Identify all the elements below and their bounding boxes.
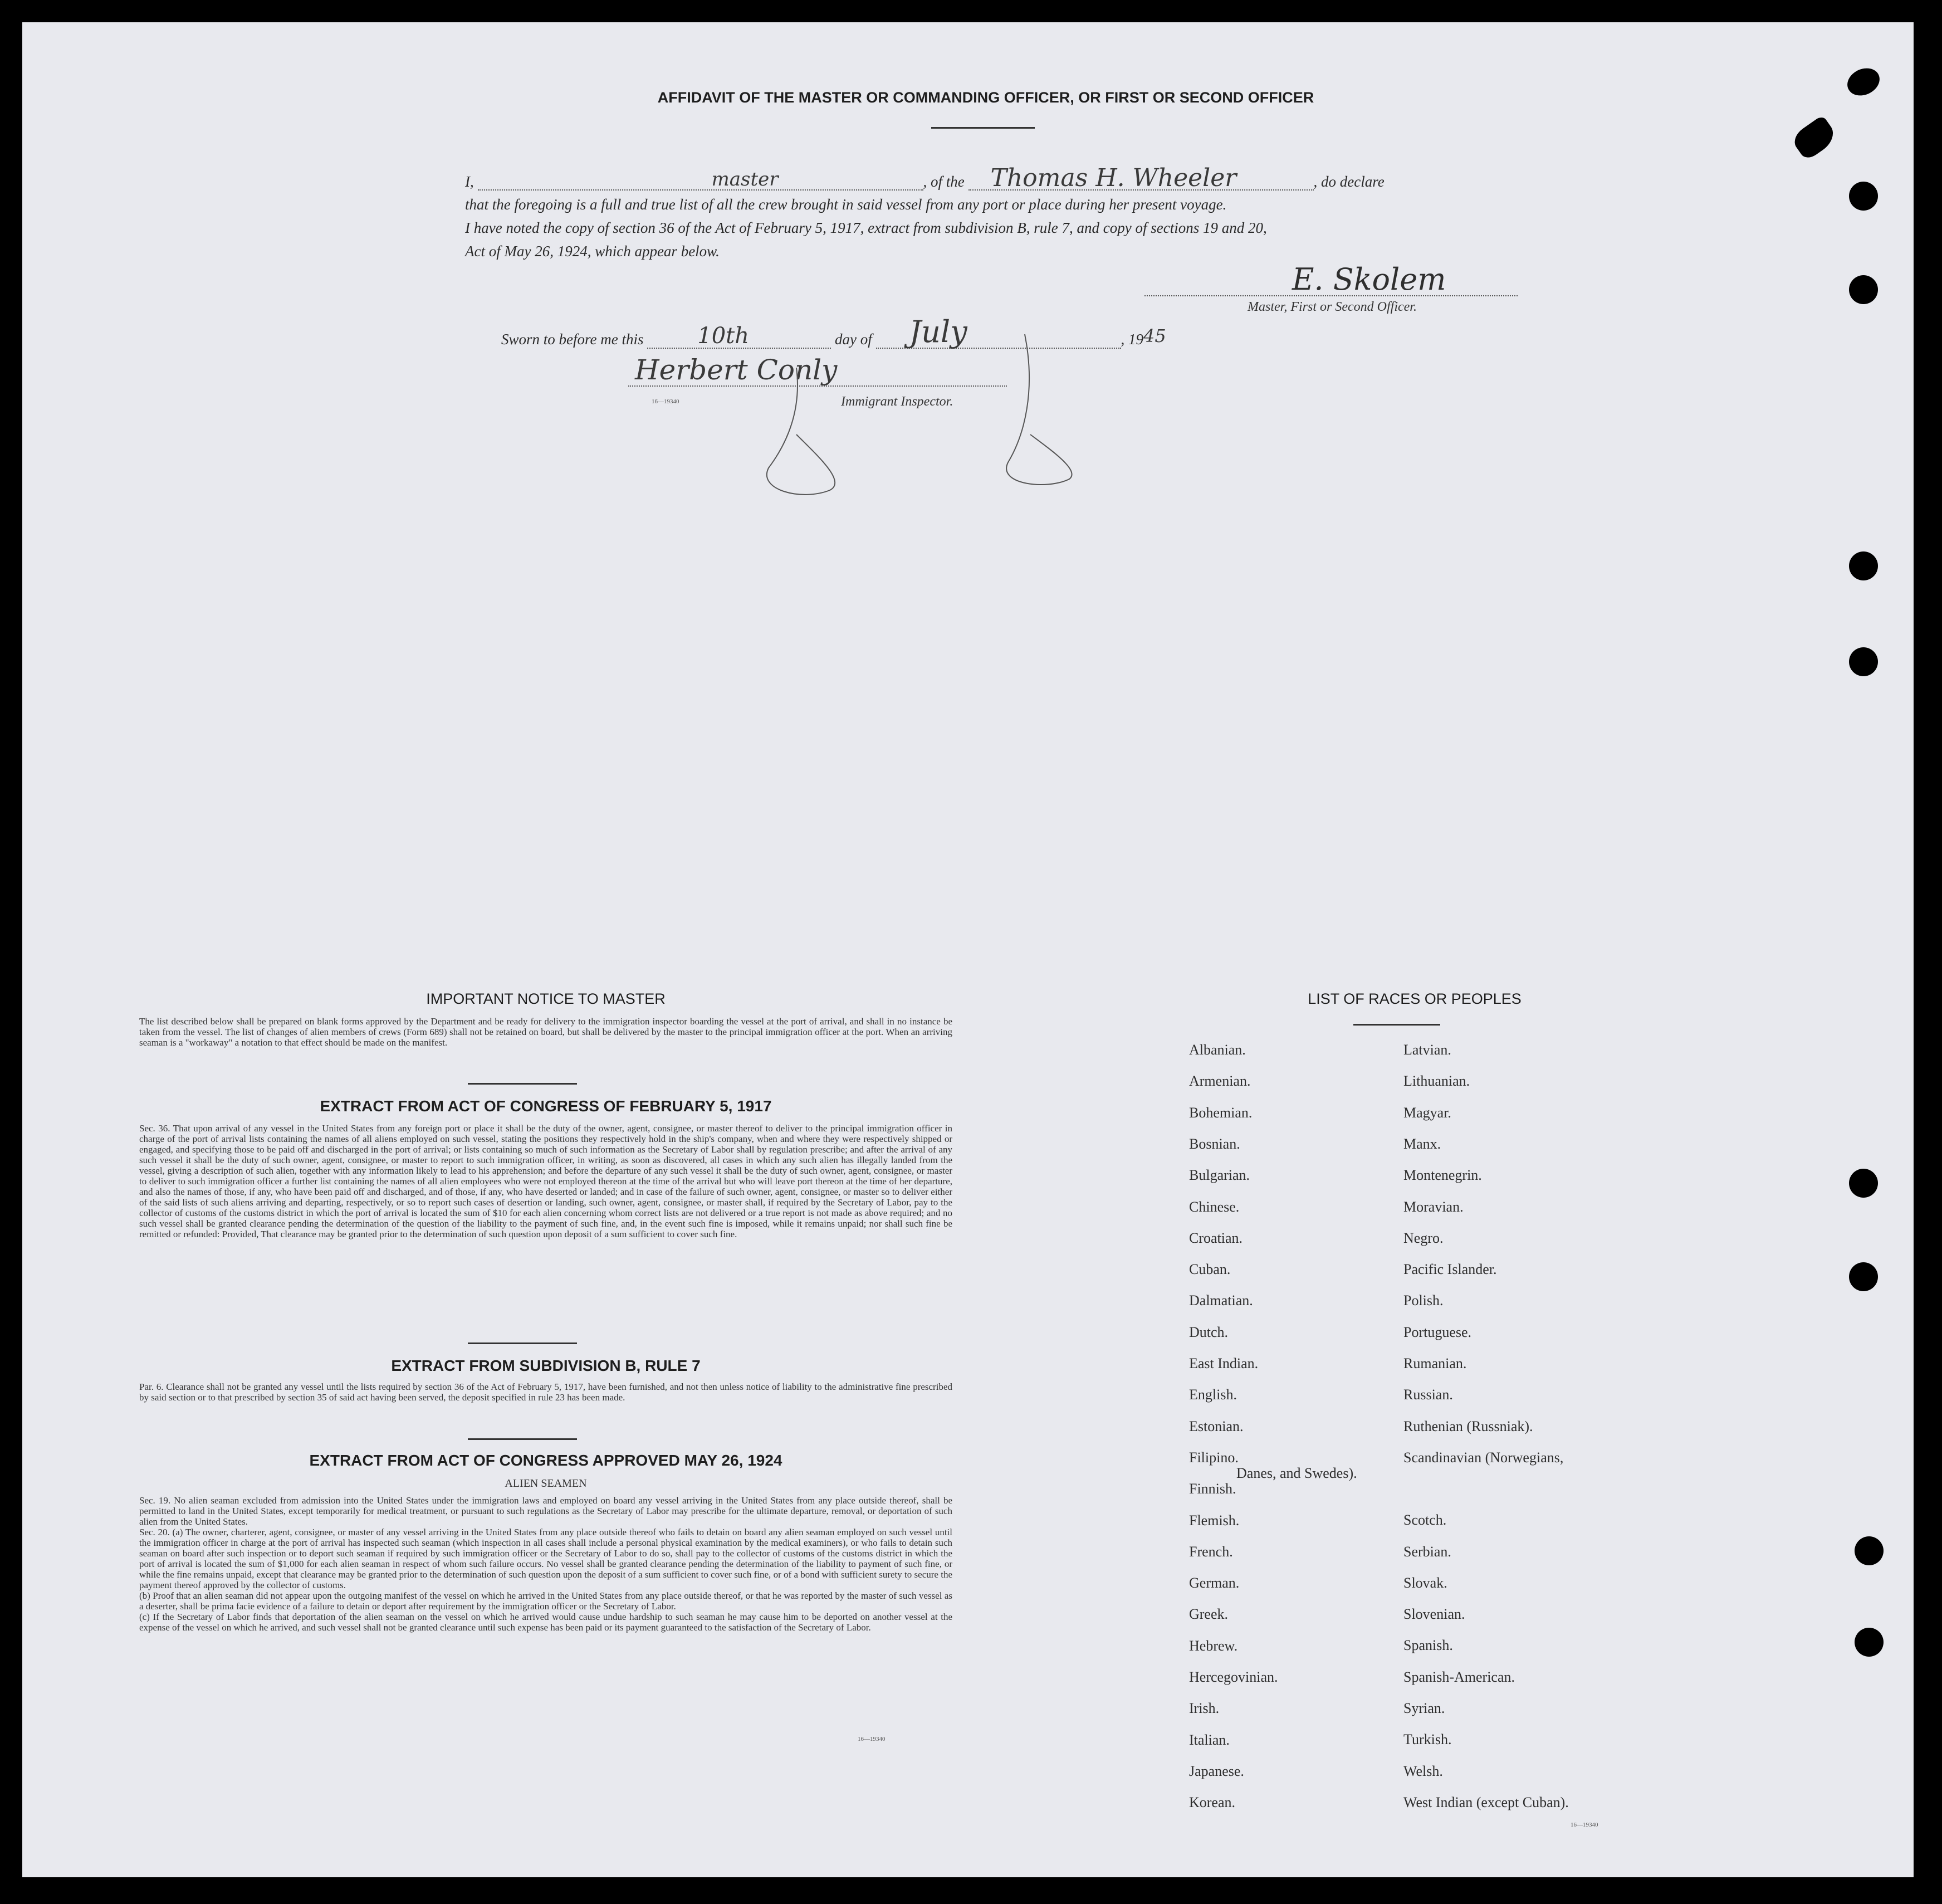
- race-item: Japanese.: [1189, 1763, 1244, 1779]
- race-item: Negro.: [1403, 1229, 1444, 1246]
- punch-hole: [1849, 647, 1878, 676]
- race-item: Korean.: [1189, 1794, 1236, 1811]
- notice-divider-2: [468, 1342, 577, 1344]
- race-item: Armenian.: [1189, 1073, 1251, 1090]
- race-item: Bohemian.: [1189, 1104, 1253, 1121]
- race-item: Hercegovinian.: [1189, 1669, 1278, 1685]
- race-item: Moravian.: [1403, 1198, 1464, 1215]
- race-item: Serbian.: [1403, 1543, 1451, 1560]
- race-item: Turkish.: [1403, 1731, 1452, 1748]
- title-divider: [931, 127, 1035, 129]
- of-label: , of the: [923, 173, 965, 190]
- race-item: Dalmatian.: [1189, 1292, 1253, 1309]
- affidavit-line-4: Act of May 26, 1924, which appear below.: [465, 243, 720, 260]
- affidavit-line-3: I have noted the copy of section 36 of the Act of February 5, 1917, extract from subdivision B, rule 7, and copy of sections 19 and 20,: [465, 219, 1267, 236]
- race-item: Lithuanian.: [1403, 1073, 1470, 1090]
- race-item: Scandinavian (Norwegians,: [1403, 1449, 1564, 1466]
- extract-3-body: [139, 1495, 952, 1633]
- signature-flourish: [735, 323, 1136, 507]
- inspector-signature: Herbert Conly: [635, 354, 838, 386]
- punch-hole: [1849, 1262, 1878, 1291]
- race-item: French.: [1189, 1543, 1233, 1560]
- race-item: Spanish.: [1403, 1637, 1453, 1654]
- capacity-handwriting: master: [711, 168, 779, 191]
- race-item: Hebrew.: [1189, 1637, 1238, 1654]
- race-item: Polish.: [1403, 1292, 1444, 1309]
- extract-3-para-2: Sec. 20. (a) The owner, charterer, agent, consignee, or master of any vessel arriving in the United States from any place outside thereof who fails to detain on board any alien seaman employed on such vessel until the immigration officer in charge at the port of arrival has inspected such seaman (which inspection in all cases shall include a personal physical examination by the medical examiners), or who fails to detain such seaman on board after such inspection or to deport such seaman if required by such immigration officer or the Secretary of Labor to do so, shall pay to the collector of customs of the customs district in which the port of arrival is located the sum of $1,000 for each alien seaman in respect of whom such failure occurs. No vessel shall be granted clearance pending the determination of the liability to payment of such fine, or while the fine remains unpaid, except that clearance may be granted prior to the determination of such question upon the deposit of a sum sufficient to cover such fine, or of a bond with sufficient surety to secure the payment thereof approved by the collector of customs.: [139, 1527, 952, 1590]
- race-item: Russian.: [1403, 1386, 1453, 1403]
- race-item: Estonian.: [1189, 1418, 1244, 1434]
- race-item: English.: [1189, 1386, 1237, 1403]
- declare-label: , do declare: [1313, 173, 1385, 190]
- affidavit-form-number: 16—19340: [652, 398, 679, 405]
- document-page: [22, 22, 1914, 1877]
- extract-3-title: EXTRACT FROM ACT OF CONGRESS APPROVED MAY 26, 1924: [309, 1452, 782, 1469]
- i-label: I,: [465, 173, 474, 190]
- race-item: Welsh.: [1403, 1763, 1443, 1779]
- extract-3-para-1: Sec. 19. No alien seaman excluded from admission into the United States under the immigration laws and employed on board any vessel arriving in the United States from any place outside thereof, shall be permitted to land in the United States, except temporarily for medical treatment, or pursuant to such regulations as the Secretary of Labor may prescribe for the ultimate departure, removal, or deportation of such alien from the United States.: [139, 1495, 952, 1527]
- extract-1-title: EXTRACT FROM ACT OF CONGRESS OF FEBRUARY 5, 1917: [320, 1097, 772, 1115]
- race-item: Pacific Islander.: [1403, 1261, 1497, 1278]
- race-item: Bulgarian.: [1189, 1167, 1250, 1184]
- race-item: Cuban.: [1189, 1261, 1231, 1278]
- notice-text: The list described below shall be prepared on blank forms approved by the Department and be ready for delivery to the immigration inspector boarding the vessel at the port of arrival, and shall in no instance be taken from the vessel. The list of changes of alien members of crews (Form 689) shall not be retained on board, but shall be delivered by the master to the principal immigration officer at the port. When an arriving seaman is a "workaway" a notation to that effect should be made on the manifest.: [139, 1016, 952, 1048]
- race-item: German.: [1189, 1575, 1240, 1591]
- race-item: East Indian.: [1189, 1355, 1259, 1371]
- race-item: Filipino.: [1189, 1449, 1239, 1466]
- race-item: West Indian (except Cuban).: [1403, 1794, 1569, 1810]
- races-title: LIST OF RACES OR PEOPLES: [1308, 990, 1522, 1007]
- punch-hole: [1849, 275, 1878, 304]
- notice-divider-3: [468, 1438, 577, 1440]
- punch-hole: [1849, 551, 1878, 580]
- race-item: Finnish.: [1189, 1481, 1236, 1497]
- day-of-label: day of: [835, 331, 872, 348]
- race-item: Irish.: [1189, 1700, 1220, 1717]
- extract-2-title: EXTRACT FROM SUBDIVISION B, RULE 7: [391, 1357, 701, 1374]
- notice-divider-1: [468, 1083, 577, 1085]
- notice-title: IMPORTANT NOTICE TO MASTER: [426, 990, 666, 1007]
- race-item: Magyar.: [1403, 1104, 1451, 1121]
- race-item: Ruthenian (Russniak).: [1403, 1418, 1533, 1434]
- sworn-day-handwriting: 10th: [697, 323, 749, 349]
- race-item: Italian.: [1189, 1731, 1230, 1748]
- race-item: Latvian.: [1403, 1042, 1451, 1058]
- punch-hole: [1855, 1628, 1884, 1657]
- sworn-month-handwriting: July: [909, 314, 967, 349]
- races-form-number: 16—19340: [1571, 1822, 1598, 1828]
- affidavit-line-1: [465, 164, 1534, 192]
- race-item: Chinese.: [1189, 1198, 1240, 1215]
- race-item: Croatian.: [1189, 1229, 1243, 1246]
- race-item: Danes, and Swedes).: [1236, 1464, 1357, 1481]
- extract-1-text: Sec. 36. That upon arrival of any vessel in the United States from any foreign port or place it shall be the duty of the owner, agent, consignee, or master thereof to deliver to the principal immigration officer in charge of the port of arrival lists containing the names of all aliens employed on such vessel, stating the positions they respectively hold in the ship's company, when and where they were respectively shipped or engaged, and specifying those to be paid off and discharged in the port of arrival; or lists containing so much of such information as the Secretary of Labor shall by regulation prescribe; and after the arrival of any such vessel it shall be the duty of such owner, agent, consignee, or master to report to such immigration officer, in writing, as soon as discovered, all cases in which any such alien has illegally landed from the vessel, giving a description of such alien, together with any information likely to lead to his apprehension; and before the departure of any such vessel it shall be the duty of such owner, agent, consignee, or master to deliver to such immigration officer a further list containing the names of all alien employees who were not employed thereon at the time of the arrival but who will leave port thereon at the time of her departure, and also the names of those, if any, who have been paid off and discharged, and of those, if any, who have deserted or landed; and in case of the failure of such owner, agent, consignee, or master so to deliver either of the said lists of such aliens arriving and departing, respectively, or so to report such cases of desertion or landing, such owner, agent, consignee, or master shall, if required by the Secretary of Labor, pay to the collector of customs of the customs district in which the port of arrival is located the sum of $10 for each alien concerning whom correct lists are not delivered or a true report is not made as above required; and no such vessel shall be granted clearance pending the determination of the question of the liability to the payment of such fine, and, in the event such fine is imposed, while it remains unpaid; nor shall such fine be remitted or refunded: Provided, That clearance may be granted prior to the determination of such question upon deposit of a sum sufficient to cover such fine.: [139, 1123, 952, 1239]
- punch-hole: [1855, 1536, 1884, 1565]
- year-prefix: , 19: [1121, 331, 1143, 348]
- punch-hole: [1849, 182, 1878, 211]
- punch-hole: [1849, 1169, 1878, 1198]
- race-item: Flemish.: [1189, 1512, 1240, 1529]
- race-item: Dutch.: [1189, 1324, 1229, 1340]
- race-item: Albanian.: [1189, 1042, 1246, 1058]
- officer-signature-line: [1144, 295, 1518, 296]
- race-item: Montenegrin.: [1403, 1167, 1482, 1184]
- officer-caption: Master, First or Second Officer.: [1248, 300, 1417, 314]
- vessel-field: [968, 164, 1314, 192]
- capacity-field: [478, 168, 923, 191]
- extract-3-para-3: (b) Proof that an alien seaman did not appear upon the outgoing manifest of the vessel on which he arrived in the United States from any place outside thereof, or that he was reported by the master of such vessel as a deserter, shall be prima facie evidence of a failure to detain or deport after requirement by the immigration officer or the Secretary of Labor.: [139, 1590, 952, 1612]
- notice-form-number: 16—19340: [858, 1736, 886, 1742]
- officer-signature: E. Skolem: [1292, 262, 1446, 297]
- affidavit-line-2: that the foregoing is a full and true list of all the crew brought in said vessel from any port or place during her present voyage.: [465, 196, 1227, 213]
- race-item: Spanish-American.: [1403, 1668, 1515, 1685]
- race-item: Portuguese.: [1403, 1324, 1472, 1340]
- race-item: Slovak.: [1403, 1574, 1447, 1591]
- extract-3-para-4: (c) If the Secretary of Labor finds that deportation of the alien seaman on the vessel on which he arrived would cause undue hardship to such seaman he may cause him to be deported on another vessel at the expense of the vessel on which he arrived, and such vessel shall not be granted clearance until such expense has been paid or its payment guaranteed to the satisfaction of the Secretary of Labor.: [139, 1612, 952, 1633]
- vessel-handwriting: Thomas H. Wheeler: [990, 164, 1237, 192]
- sworn-label: Sworn to before me this: [501, 331, 644, 348]
- race-item: Manx.: [1403, 1135, 1441, 1152]
- race-item: Bosnian.: [1189, 1135, 1240, 1152]
- races-divider: [1353, 1024, 1440, 1026]
- extract-2-text: Par. 6. Clearance shall not be granted any vessel until the lists required by section 36 of the Act of February 5, 1917, have been furnished, and not then unless notice of liability to the administrative fine prescribed by said section or to that prescribed by section 35 of said act having been served, the deposit specified in rule 23 has been made.: [139, 1381, 952, 1403]
- extract-3-subtitle: ALIEN SEAMEN: [505, 1477, 587, 1490]
- race-item: Syrian.: [1403, 1700, 1445, 1716]
- race-item: Greek.: [1189, 1606, 1229, 1623]
- year-handwriting: 45: [1143, 325, 1166, 346]
- race-item: Rumanian.: [1403, 1355, 1467, 1371]
- inspector-caption: Immigrant Inspector.: [841, 394, 953, 409]
- affidavit-title: AFFIDAVIT OF THE MASTER OR COMMANDING OFFICER, OR FIRST OR SECOND OFFICER: [657, 89, 1314, 106]
- race-item: Scotch.: [1403, 1512, 1447, 1529]
- race-item: Slovenian.: [1403, 1606, 1465, 1623]
